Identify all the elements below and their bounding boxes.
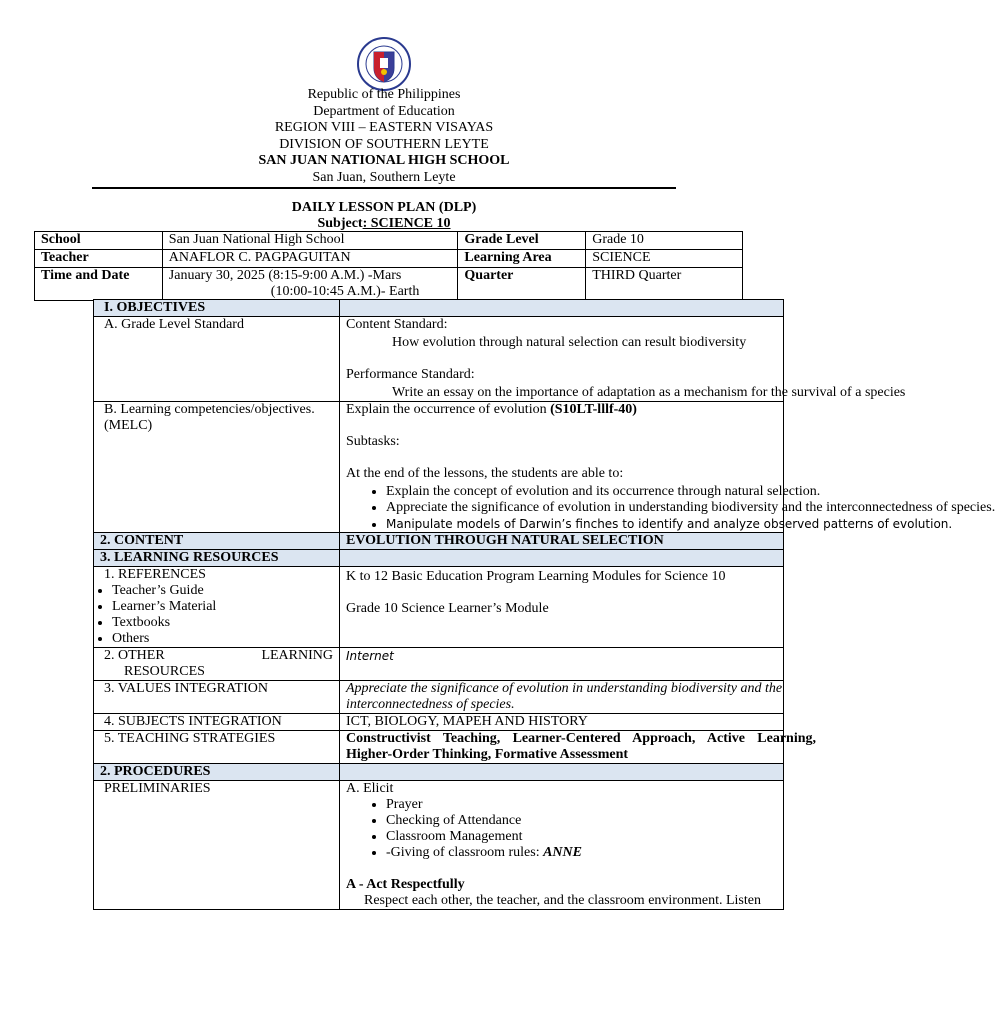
olr-label-2: LEARNING	[261, 648, 333, 663]
elicit-item: • Prayer	[386, 797, 777, 813]
content-standard-label: Content Standard:	[346, 317, 448, 332]
objective-item	[386, 516, 953, 532]
gls-label: A. Grade Level Standard	[94, 317, 340, 402]
act-respectfully-text: Respect each other, the teacher, and the classroom environment. Listen	[364, 893, 761, 908]
preliminaries-label: PRELIMINARIES	[94, 781, 340, 910]
grade-value: Grade 10	[586, 232, 743, 250]
objective-2: Appreciate the significance of evolution in understanding biodiversity and the interconnectedness of species.	[386, 500, 995, 515]
references-label: 1. REFERENCES	[104, 567, 206, 582]
references-value	[340, 567, 784, 648]
strategies-label: 5. TEACHING STRATEGIES	[94, 731, 340, 764]
values-label: 3. VALUES INTEGRATION	[94, 681, 340, 714]
teacher-value: ANAFLOR C. PAGPAGUITAN	[162, 250, 458, 268]
values-value	[340, 681, 784, 714]
area-label: Learning Area	[458, 250, 586, 268]
time-label: Time and Date	[35, 268, 163, 301]
elicit-item: • Checking of Attendance	[386, 813, 777, 829]
learning-resources-label: 3. LEARNING RESOURCES	[94, 550, 340, 567]
subjects-integration-row	[94, 714, 784, 731]
performance-standard-label: Performance Standard:	[346, 367, 475, 382]
lc-code: (S10LT-lllf-40)	[550, 402, 637, 417]
document-header	[0, 87, 768, 186]
elicit-item: • Classroom Management	[386, 829, 777, 845]
standards-cell	[340, 317, 906, 402]
rules-word: ANNE	[543, 845, 582, 860]
reference-item: • Teacher’s Guide	[112, 583, 333, 599]
lc-label: B. Learning competencies/objectives. (MELC)	[94, 402, 340, 533]
info-table	[34, 231, 743, 301]
learning-competencies-row	[94, 402, 784, 533]
procedures-blank	[340, 764, 784, 781]
school-label: School	[35, 232, 163, 250]
elicit-list	[346, 797, 777, 861]
subjects-label: 4. SUBJECTS INTEGRATION	[94, 714, 340, 731]
objective-item	[386, 500, 995, 516]
procedures-label: 2. PROCEDURES	[94, 764, 340, 781]
header-divider	[92, 187, 676, 189]
reference-item: • Learner’s Material	[112, 599, 333, 615]
subject-value: : SCIENCE 10	[362, 216, 451, 231]
content-standard-text: How evolution through natural selection can result biodiversity	[392, 335, 747, 350]
objectives-list	[346, 484, 995, 532]
olr-label-3: RESOURCES	[124, 664, 205, 679]
quarter-value: THIRD Quarter	[586, 268, 743, 301]
reference-item: • Others	[112, 631, 333, 647]
end-lessons-text: At the end of the lessons, the students are able to:	[346, 466, 624, 481]
strategies-value	[340, 731, 816, 764]
other-resources-row	[94, 648, 784, 681]
act-respectfully-title: A - Act Respectfully	[346, 877, 465, 892]
objective-1: Explain the concept of evolution and its occurrence through natural selection.	[386, 484, 821, 499]
procedures-row	[94, 764, 784, 781]
reference-value-2: Grade 10 Science Learner’s Module	[346, 601, 549, 616]
header-region: REGION VIII – EASTERN VISAYAS	[274, 120, 494, 135]
quarter-label: Quarter	[458, 268, 586, 301]
objectives-text: I. OBJECTIVES	[104, 300, 206, 315]
subtasks-label: Subtasks:	[346, 434, 400, 449]
objective-3: Manipulate models of Darwin’s finches to identify and analyze observed patterns of evolution.	[386, 517, 953, 531]
subject-line	[0, 216, 768, 232]
header-division: DIVISION OF SOUTHERN LEYTE	[279, 136, 489, 152]
objectives-heading	[94, 300, 340, 317]
preliminaries-row	[94, 781, 784, 910]
learning-resources-row	[94, 550, 784, 567]
olr-value: Internet	[346, 649, 394, 663]
other-resources-label	[94, 648, 340, 681]
lc-cell	[340, 402, 995, 533]
objectives-row	[94, 300, 784, 317]
grade-level-standard-row	[94, 317, 784, 402]
values-integration-row	[94, 681, 784, 714]
olr-label-1: 2. OTHER	[104, 648, 165, 663]
school-value: San Juan National High School	[162, 232, 458, 250]
subject-label: Subject	[317, 216, 363, 231]
rules-text: -Giving of classroom rules:	[386, 845, 544, 860]
references-row	[94, 567, 784, 648]
time-line-1: January 30, 2025 (8:15-9:00 A.M.) -Mars	[168, 268, 402, 283]
info-row-school	[35, 232, 743, 250]
lc-text: Explain the occurrence of evolution	[346, 402, 551, 417]
deped-seal-logo	[356, 36, 412, 92]
lesson-plan-table	[93, 299, 995, 910]
preliminaries-cell	[340, 781, 784, 910]
teaching-strategies-row	[94, 731, 784, 764]
subjects-value: ICT, BIOLOGY, MAPEH AND HISTORY	[340, 714, 784, 731]
performance-standard-span: Write an essay on the importance of adaptation as a mechanism for the survival of a species	[392, 385, 906, 400]
strategies-text: Constructivist Teaching, Learner-Centered Approach, Active Learning, Higher-Order Thinking, Formative Assessment	[346, 731, 816, 762]
objectives-blank	[340, 300, 784, 317]
dlp-title: DAILY LESSON PLAN (DLP)	[291, 200, 477, 215]
document-title	[0, 200, 768, 232]
time-value	[162, 268, 458, 301]
content-row	[94, 533, 784, 550]
time-line-2: (10:00-10:45 A.M.)- Earth	[270, 284, 420, 299]
performance-standard-text	[346, 383, 906, 401]
reference-item: • Textbooks	[112, 615, 333, 631]
header-school: SAN JUAN NATIONAL HIGH SCHOOL	[258, 153, 510, 168]
objective-item	[386, 484, 821, 500]
content-label: 2. CONTENT	[94, 533, 340, 550]
content-value: EVOLUTION THROUGH NATURAL SELECTION	[340, 533, 784, 550]
area-value: SCIENCE	[586, 250, 743, 268]
lc-statement	[346, 402, 777, 418]
header-republic: Republic of the Philippines	[307, 87, 461, 102]
info-row-time	[35, 268, 743, 301]
learning-resources-blank	[340, 550, 784, 567]
references-cell	[94, 567, 340, 648]
teacher-label: Teacher	[35, 250, 163, 268]
values-text: Appreciate the significance of evolution in understanding biodiversity and the interconnectedness of species.	[346, 681, 783, 712]
elicit-item-rules	[386, 845, 777, 861]
header-address: San Juan, Southern Leyte	[312, 169, 456, 185]
reference-value-1: K to 12 Basic Education Program Learning Modules for Science 10	[346, 569, 726, 584]
elicit-label: A. Elicit	[346, 781, 394, 796]
references-list	[92, 583, 333, 647]
info-row-teacher	[35, 250, 743, 268]
header-department: Department of Education	[313, 103, 455, 119]
other-resources-value	[340, 648, 784, 681]
grade-label: Grade Level	[458, 232, 586, 250]
